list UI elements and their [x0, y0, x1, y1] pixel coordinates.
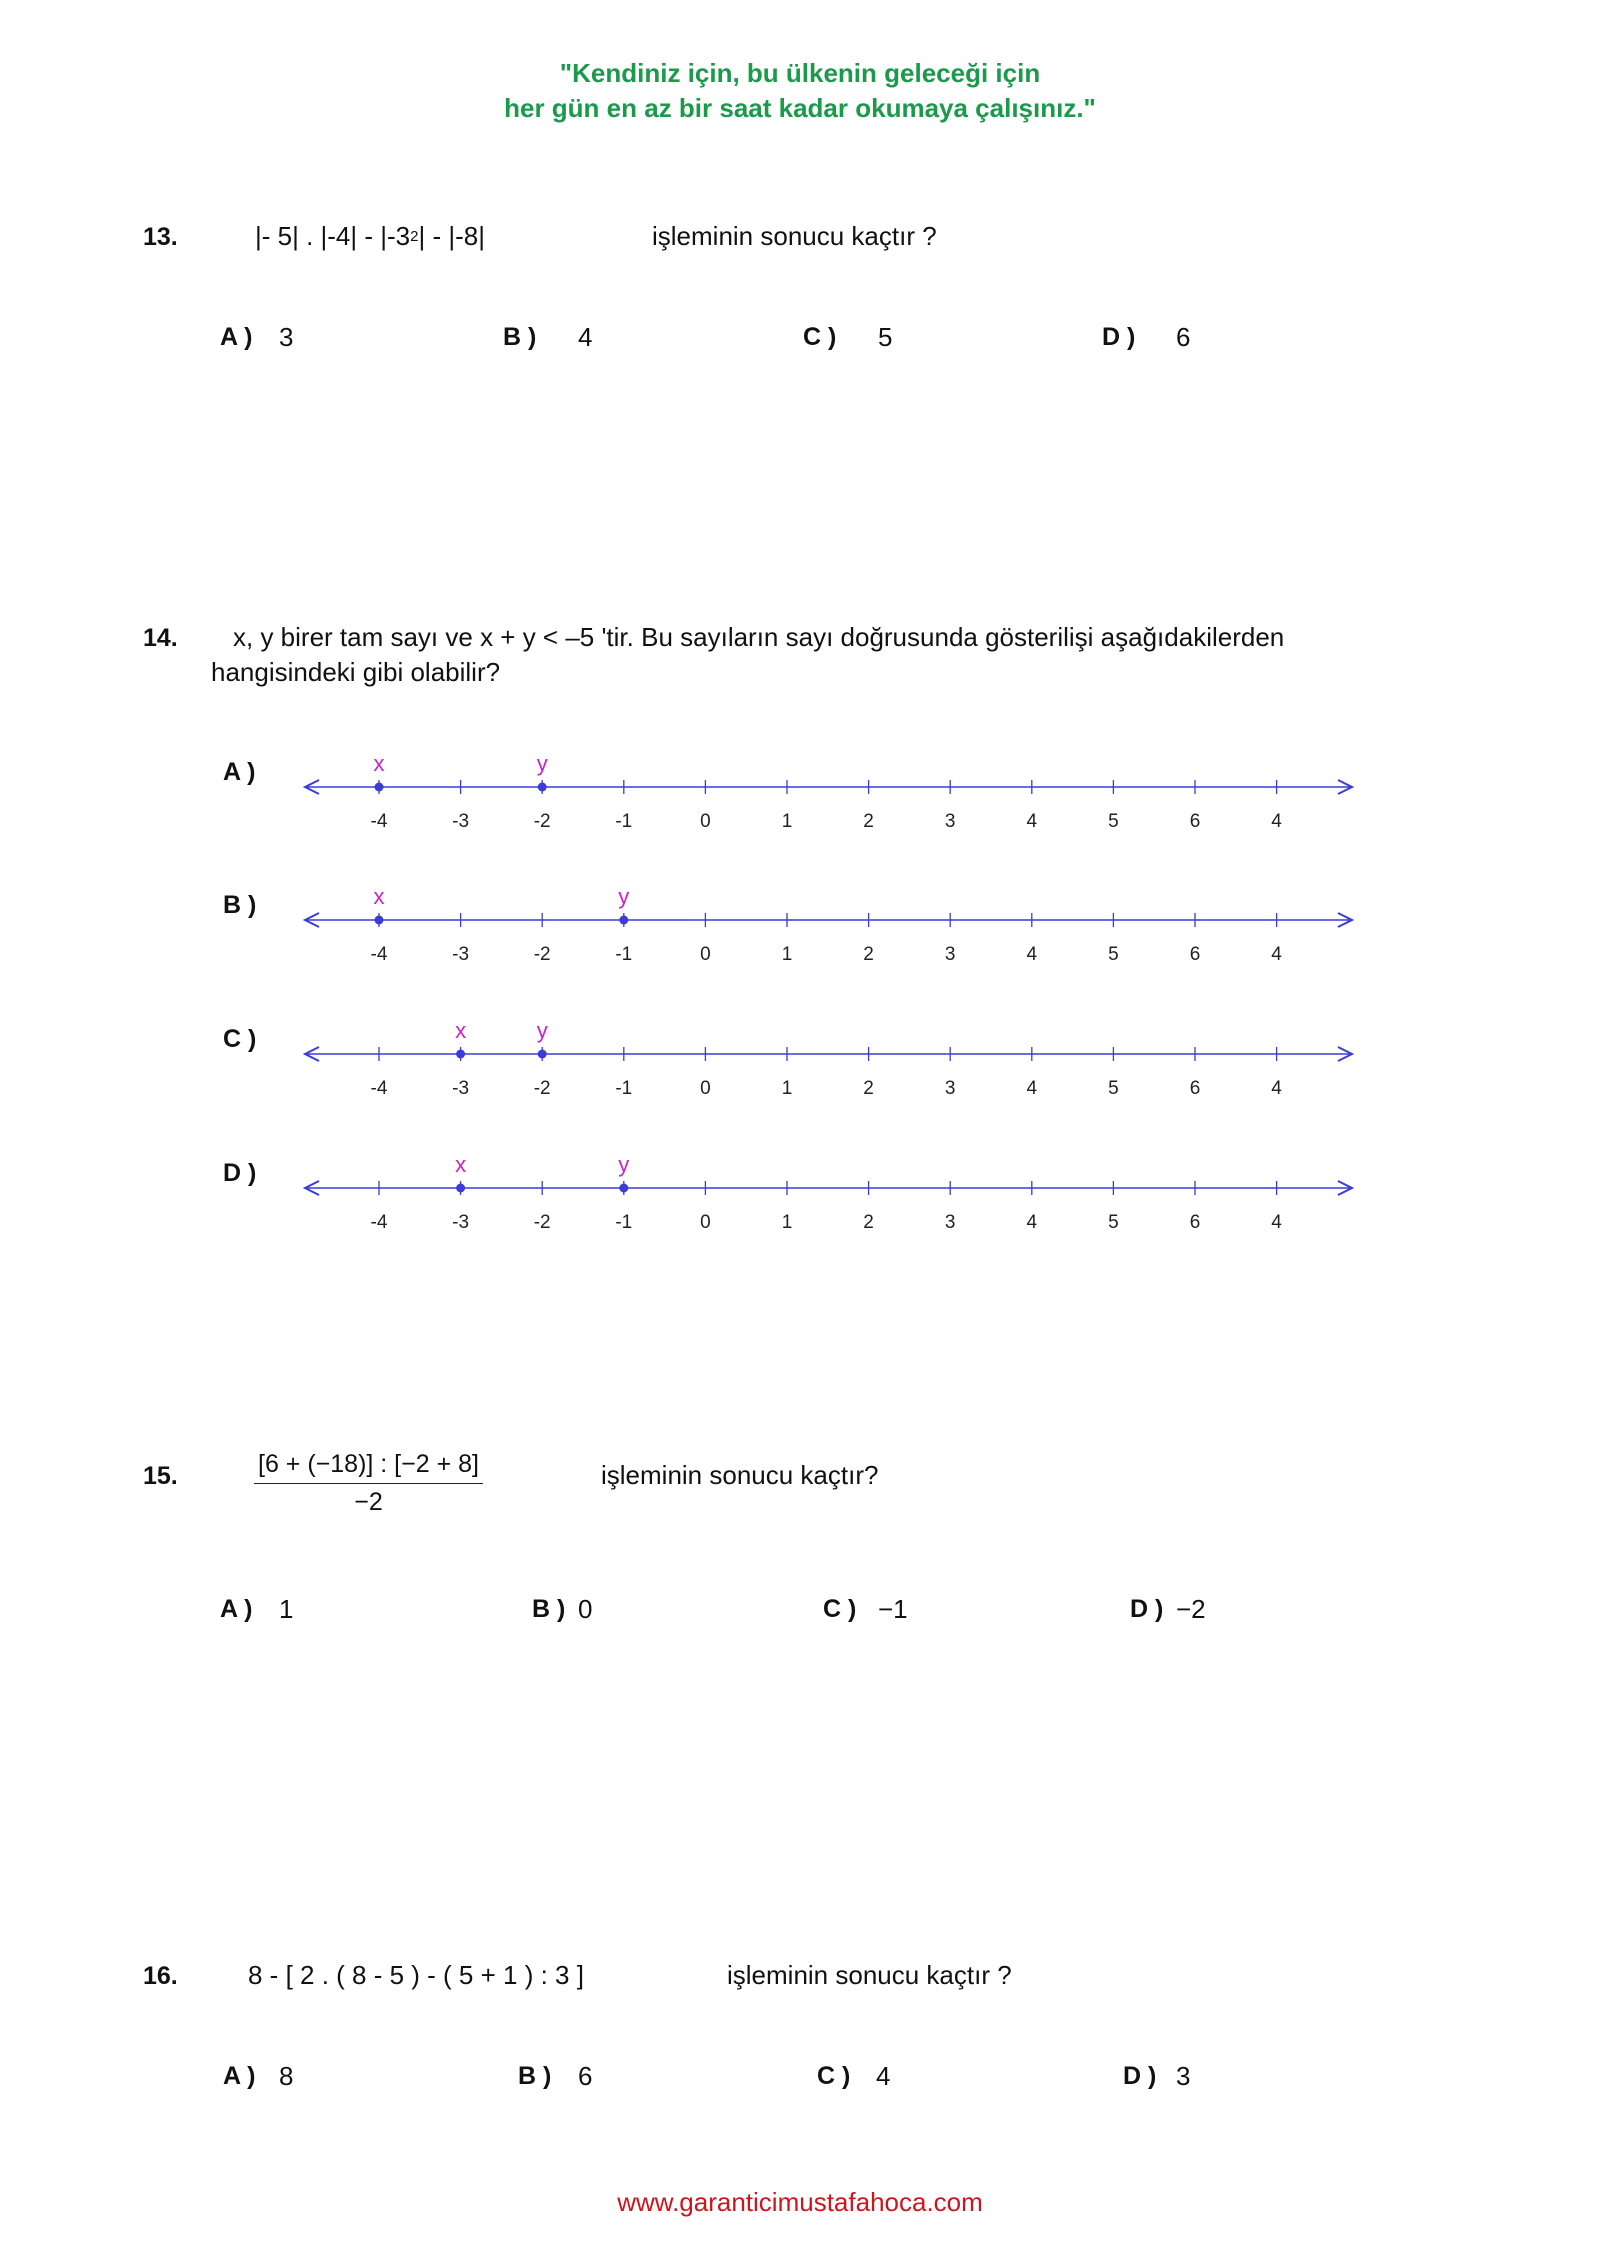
tick-label: 5 — [1108, 944, 1119, 965]
tick-label: -4 — [370, 811, 388, 832]
tick-label: 4 — [1271, 811, 1282, 832]
point-y — [619, 916, 628, 925]
quote-line-2: her gün en az bir saat kadar okumaya çalışınız." — [504, 93, 1096, 123]
question-text-line-2: hangisindeki gibi olabilir? — [211, 657, 501, 687]
tick-label: -3 — [452, 811, 470, 832]
option-c-label: C ) — [817, 2062, 851, 2090]
point-x — [456, 1050, 465, 1059]
tick-label: -1 — [615, 1212, 633, 1233]
tick-label: -2 — [533, 1212, 551, 1233]
tick-label: 0 — [700, 1212, 711, 1233]
tick-label: -2 — [533, 811, 551, 832]
tick-label: 3 — [944, 944, 956, 965]
fraction-denominator: −2 — [354, 1488, 383, 1516]
option-c-label: C ) — [803, 323, 837, 351]
point-y — [538, 1050, 547, 1059]
option-b-label: B ) — [532, 1595, 566, 1623]
tick-label: -1 — [615, 944, 633, 965]
question-text: işleminin sonucu kaçtır ? — [652, 221, 937, 251]
footer-url: www.garanticimustafahoca.com — [617, 2187, 983, 2217]
tick-label: -4 — [370, 1078, 388, 1099]
option-a-value: 1 — [279, 1594, 294, 1624]
option-a-label: A ) — [220, 323, 253, 351]
option-b-label: B ) — [503, 323, 537, 351]
point-y-label: y — [536, 751, 548, 776]
tick-label: 6 — [1189, 811, 1201, 832]
tick-label: -4 — [370, 944, 388, 965]
tick-label: 0 — [700, 944, 711, 965]
tick-label: 4 — [1026, 1212, 1038, 1233]
option-a-label: A ) — [220, 1595, 253, 1623]
option-a-value: 8 — [279, 2061, 294, 2091]
option-d-label: D ) — [1123, 2062, 1157, 2090]
tick-label: 5 — [1108, 1212, 1119, 1233]
tick-label: -3 — [452, 1212, 470, 1233]
option-d-value: 3 — [1176, 2061, 1191, 2091]
quote-line-1: "Kendiniz için, bu ülkenin geleceği için — [559, 58, 1041, 88]
question-text: işleminin sonucu kaçtır? — [601, 1460, 879, 1490]
tick-label: 4 — [1271, 1078, 1282, 1099]
tick-label: 3 — [944, 1078, 956, 1099]
tick-label: 4 — [1026, 944, 1038, 965]
tick-label: -2 — [533, 944, 551, 965]
question-text: işleminin sonucu kaçtır ? — [727, 1960, 1012, 1990]
option-d-label: D ) — [1130, 1595, 1164, 1623]
tick-label: 4 — [1026, 811, 1038, 832]
option-d-label: D ) — [1102, 323, 1136, 351]
question-number: 15. — [143, 1462, 178, 1490]
point-y-label: y — [618, 1152, 630, 1177]
tick-label: 6 — [1189, 1212, 1201, 1233]
question-number: 14. — [143, 624, 178, 652]
option-d-value: −2 — [1176, 1594, 1206, 1624]
tick-label: -1 — [615, 1078, 633, 1099]
option-c-value: 5 — [878, 322, 893, 352]
tick-label: 5 — [1108, 1078, 1119, 1099]
question-number: 16. — [143, 1962, 178, 1990]
tick-label: -3 — [452, 944, 470, 965]
point-x — [375, 916, 384, 925]
point-x-label: x — [373, 884, 385, 909]
point-x-label: x — [455, 1152, 467, 1177]
tick-label: 1 — [781, 1078, 793, 1099]
tick-label: 0 — [700, 1078, 711, 1099]
option-b-value: 6 — [578, 2061, 593, 2091]
point-x-label: x — [455, 1018, 467, 1043]
fraction-expression — [254, 1450, 483, 1517]
tick-label: 4 — [1271, 944, 1282, 965]
option-b-label: B ) — [223, 891, 257, 919]
option-c-value: 4 — [876, 2061, 891, 2091]
option-b-value: 0 — [578, 1594, 593, 1624]
point-x — [375, 783, 384, 792]
tick-label: 0 — [700, 811, 711, 832]
expression: 8 - [ 2 . ( 8 - 5 ) - ( 5 + 1 ) : 3 ] — [248, 1960, 584, 1990]
expression: |- 5| . $|-4| - |-3^2| - |-8|$ — [255, 221, 485, 251]
option-c-label: C ) — [823, 1595, 857, 1623]
tick-label: -1 — [615, 811, 633, 832]
option-d-value: 6 — [1176, 322, 1191, 352]
tick-label: -4 — [370, 1212, 388, 1233]
tick-label: 5 — [1108, 811, 1119, 832]
tick-label: 2 — [863, 811, 874, 832]
tick-label: 6 — [1189, 1078, 1201, 1099]
tick-label: 1 — [781, 1212, 793, 1233]
fraction-numerator: [6 + (−18)] : [−2 + 8] — [254, 1450, 483, 1484]
question-text-line-1: x, y birer tam sayı ve x + y < –5 'tir. Bu sayıların sayı doğrusunda gösterilişi aşağıdakilerden — [233, 622, 1285, 652]
tick-label: 4 — [1026, 1078, 1038, 1099]
tick-label: 3 — [944, 811, 956, 832]
option-b-label: B ) — [518, 2062, 552, 2090]
option-c-value: −1 — [878, 1594, 908, 1624]
point-y-label: y — [618, 884, 630, 909]
option-c-label: C ) — [223, 1025, 257, 1053]
tick-label: -3 — [452, 1078, 470, 1099]
tick-label: 2 — [863, 1212, 874, 1233]
tick-label: -2 — [533, 1078, 551, 1099]
tick-label: 1 — [781, 811, 793, 832]
tick-label: 2 — [863, 1078, 874, 1099]
tick-label: 1 — [781, 944, 793, 965]
point-x — [456, 1184, 465, 1193]
question-number: 13. — [143, 223, 178, 251]
point-y — [538, 783, 547, 792]
option-a-label: A ) — [223, 2062, 256, 2090]
point-x-label: x — [373, 751, 385, 776]
point-y-label: y — [536, 1018, 548, 1043]
option-b-value: 4 — [578, 322, 593, 352]
tick-label: 3 — [944, 1212, 956, 1233]
point-y — [619, 1184, 628, 1193]
option-a-value: 3 — [279, 322, 294, 352]
tick-label: 2 — [863, 944, 874, 965]
tick-label: 6 — [1189, 944, 1201, 965]
tick-label: 4 — [1271, 1212, 1282, 1233]
option-a-label: A ) — [223, 758, 256, 786]
option-d-label: D ) — [223, 1159, 257, 1187]
